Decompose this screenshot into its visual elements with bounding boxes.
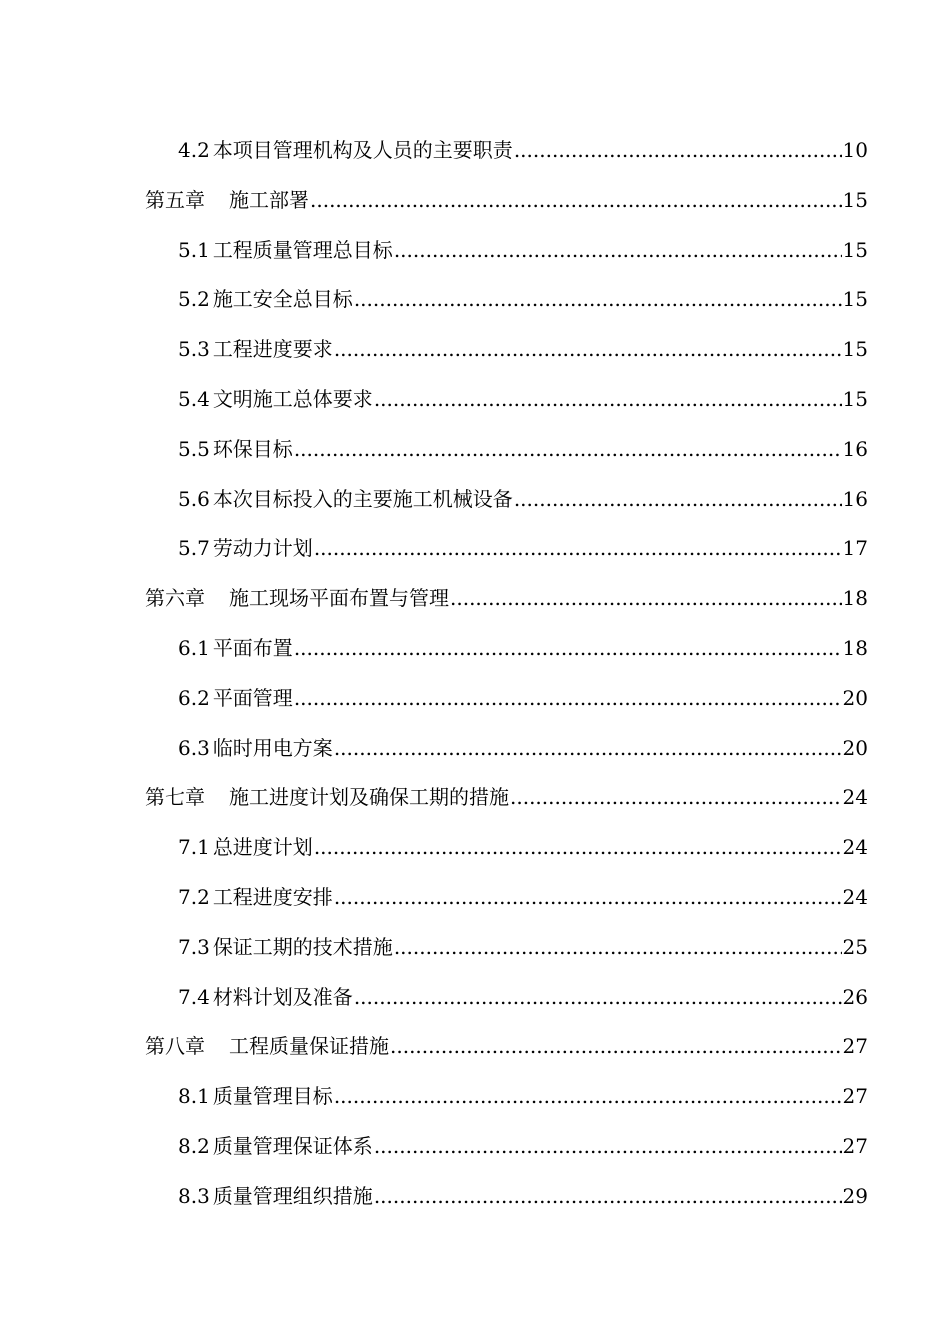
- toc-entry-title: 本次目标投入的主要施工机械设备: [212, 486, 513, 511]
- toc-entry[interactable]: [0, 132, 950, 182]
- toc-entry-title: 平面布置: [212, 635, 293, 660]
- toc-entry-number: 5.5: [178, 436, 210, 461]
- toc-entry-number: 8.1: [178, 1084, 210, 1109]
- toc-entry-title: 平面管理: [212, 685, 293, 710]
- toc-entry-title: 施工部署: [229, 187, 309, 212]
- toc-entry-title: 施工现场平面布置与管理: [229, 586, 449, 611]
- toc-entry[interactable]: [0, 1178, 950, 1228]
- toc-entry-title: 文明施工总体要求: [212, 386, 373, 411]
- toc-entry[interactable]: [0, 1078, 950, 1128]
- toc-dot-leader: [510, 779, 842, 815]
- toc-entry-number: 7.3: [178, 934, 210, 959]
- toc-entry-page: 16: [842, 436, 868, 461]
- toc-entry-number: 7.2: [178, 884, 210, 909]
- toc-entry-number: 6.3: [178, 735, 210, 760]
- toc-entry[interactable]: [0, 381, 950, 431]
- toc-dot-leader: [374, 1178, 842, 1214]
- toc-entry-title: 工程进度要求: [212, 337, 333, 362]
- toc-entry[interactable]: [0, 829, 950, 879]
- toc-entry-page: 15: [842, 187, 868, 212]
- toc-entry-page: 24: [842, 884, 868, 909]
- toc-dot-leader: [294, 680, 842, 716]
- toc-entry-page: 29: [842, 1183, 868, 1208]
- toc-entry-title: 施工安全总目标: [212, 287, 353, 312]
- toc-entry-page: 26: [842, 984, 868, 1009]
- toc-entry-page: 27: [842, 1034, 868, 1059]
- toc-entry-number: 5.7: [178, 536, 210, 561]
- toc-entry-page: 27: [842, 1133, 868, 1158]
- toc-dot-leader: [450, 580, 842, 616]
- toc-dot-leader: [354, 281, 842, 317]
- toc-entry[interactable]: [0, 281, 950, 331]
- toc-entry-number: 第八章: [145, 1034, 205, 1059]
- toc-entry-title: 材料计划及准备: [212, 984, 353, 1009]
- toc-entry-number: 7.4: [178, 984, 210, 1009]
- toc-entry-page: 24: [842, 785, 868, 810]
- toc-entry-title: 工程进度安排: [212, 884, 333, 909]
- toc-entry-number: 4.2: [178, 138, 210, 162]
- toc-entry[interactable]: [0, 182, 950, 232]
- toc-entry-title: 质量管理目标: [212, 1084, 333, 1109]
- toc-entry[interactable]: [0, 730, 950, 780]
- toc-dot-leader: [394, 232, 842, 268]
- toc-entry-title: 质量管理保证体系: [212, 1133, 373, 1158]
- toc-entry[interactable]: [0, 232, 950, 282]
- toc-entry-number: 5.3: [178, 337, 210, 362]
- toc-entry-title: 工程质量管理总目标: [212, 237, 393, 262]
- toc-dot-leader: [314, 530, 842, 566]
- toc-dot-leader: [390, 1028, 842, 1064]
- toc-entry-page: 17: [842, 536, 868, 561]
- toc-entry[interactable]: [0, 879, 950, 929]
- toc-entry-page: 27: [842, 1084, 868, 1109]
- toc-dot-leader: [514, 132, 842, 168]
- toc-entry[interactable]: [0, 1128, 950, 1178]
- toc-entry[interactable]: [0, 929, 950, 979]
- toc-dot-leader: [374, 381, 842, 417]
- toc-entry-page: 15: [842, 287, 868, 312]
- toc-entry[interactable]: [0, 530, 950, 580]
- toc-dot-leader: [334, 730, 842, 766]
- toc-entry-title: 本项目管理机构及人员的主要职责: [212, 138, 513, 162]
- toc-dot-leader: [294, 630, 842, 666]
- toc-entry-page: 20: [842, 735, 868, 760]
- toc-dot-leader: [310, 182, 842, 218]
- toc-entry[interactable]: [0, 630, 950, 680]
- toc-dot-leader: [294, 431, 842, 467]
- toc-entry-page: 20: [842, 685, 868, 710]
- toc-entry-page: 15: [842, 237, 868, 262]
- toc-dot-leader: [514, 481, 842, 517]
- toc-entry[interactable]: [0, 431, 950, 481]
- toc-entry[interactable]: [0, 580, 950, 630]
- toc-entry-number: 5.2: [178, 287, 210, 312]
- toc-entry-page: 24: [842, 835, 868, 860]
- toc-entry[interactable]: [0, 779, 950, 829]
- toc-dot-leader: [334, 331, 842, 367]
- toc-dot-leader: [314, 829, 842, 865]
- toc-entry-page: 16: [842, 486, 868, 511]
- toc-entry-number: 6.1: [178, 635, 210, 660]
- toc-entry-number: 第六章: [145, 586, 205, 611]
- toc-entry-title: 临时用电方案: [212, 735, 333, 760]
- toc-entry[interactable]: [0, 979, 950, 1029]
- toc-entry-title: 环保目标: [212, 436, 293, 461]
- toc-entry-number: 8.2: [178, 1133, 210, 1158]
- toc-entry-number: 8.3: [178, 1183, 210, 1208]
- toc-entry-number: 6.2: [178, 685, 210, 710]
- toc-entry-title: 总进度计划: [212, 835, 313, 860]
- toc-dot-leader: [354, 979, 842, 1015]
- toc-entry-number: 5.1: [178, 237, 210, 262]
- toc-entry-number: 5.4: [178, 386, 210, 411]
- table-of-contents: [0, 132, 950, 1228]
- toc-entry-page: 25: [842, 934, 868, 959]
- toc-entry-page: 15: [842, 337, 868, 362]
- toc-entry-page: 18: [842, 635, 868, 660]
- toc-dot-leader: [334, 879, 842, 915]
- toc-entry-page: 15: [842, 386, 868, 411]
- toc-dot-leader: [394, 929, 842, 965]
- toc-dot-leader: [334, 1078, 842, 1114]
- toc-entry-number: 第五章: [145, 187, 205, 212]
- toc-entry-page: 18: [842, 586, 868, 611]
- toc-entry-title: 质量管理组织措施: [212, 1183, 373, 1208]
- toc-entry-title: 施工进度计划及确保工期的措施: [229, 785, 509, 810]
- toc-entry[interactable]: [0, 680, 950, 730]
- toc-entry-title: 保证工期的技术措施: [212, 934, 393, 959]
- toc-entry[interactable]: [0, 481, 950, 531]
- toc-entry[interactable]: [0, 331, 950, 381]
- toc-entry-title: 工程质量保证措施: [229, 1034, 389, 1059]
- toc-dot-leader: [374, 1128, 842, 1164]
- toc-entry-page: 10: [842, 138, 868, 162]
- toc-entry[interactable]: [0, 1028, 950, 1078]
- toc-entry-number: 7.1: [178, 835, 210, 860]
- toc-entry-title: 劳动力计划: [212, 536, 313, 561]
- toc-entry-number: 5.6: [178, 486, 210, 511]
- toc-entry-number: 第七章: [145, 785, 205, 810]
